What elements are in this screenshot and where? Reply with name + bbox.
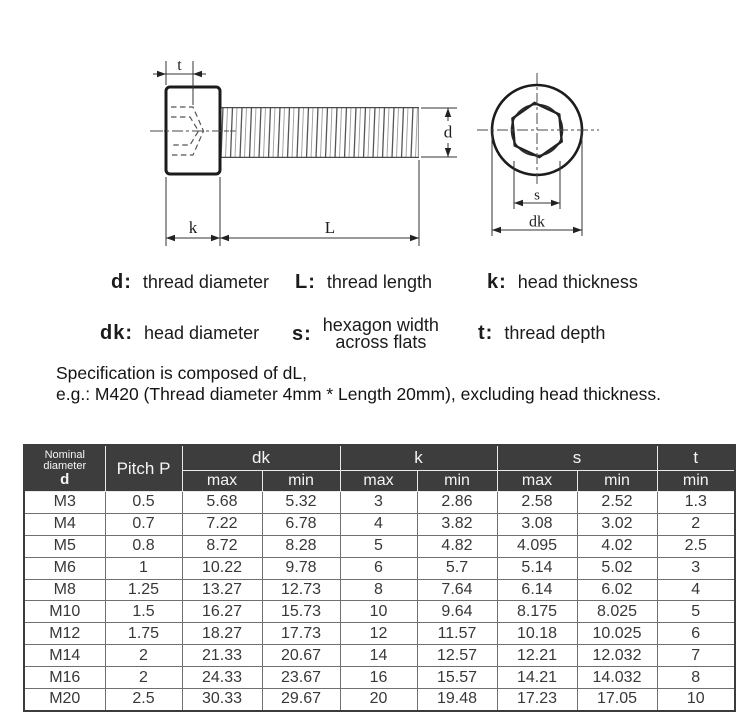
cell-value: 7.64 — [417, 579, 497, 601]
cell-value: 19.48 — [417, 689, 497, 711]
cell-value: 29.67 — [262, 689, 340, 711]
cell-value: 1 — [105, 557, 182, 579]
cell-value: 14 — [340, 645, 417, 667]
legend-symbol: s: — [292, 322, 312, 345]
legend-symbol: d: — [111, 271, 132, 293]
cell-value: 14.21 — [497, 667, 577, 689]
cell-value: 5.02 — [577, 557, 657, 579]
cell-value: 18.27 — [182, 623, 262, 645]
cell-value: 3.82 — [417, 513, 497, 535]
cell-value: 20.67 — [262, 645, 340, 667]
cell-value: 0.8 — [105, 535, 182, 557]
cell-value: 17.05 — [577, 689, 657, 711]
cell-value: 10 — [657, 689, 735, 711]
legend-item-s — [292, 317, 439, 351]
header-sub: max — [182, 471, 262, 492]
cell-value: 3.08 — [497, 513, 577, 535]
legend-desc: head diameter — [144, 323, 260, 343]
cell-value: 4.095 — [497, 535, 577, 557]
table-row — [24, 492, 735, 514]
cell-value: 2.86 — [417, 492, 497, 514]
cell-value: 1.75 — [105, 623, 182, 645]
header-nominal-diameter: Nominal diameter d — [24, 445, 105, 492]
cell-value: 14.032 — [577, 667, 657, 689]
cell-value: 17.73 — [262, 623, 340, 645]
cell-value: 8.28 — [262, 535, 340, 557]
cell-value: 0.5 — [105, 492, 182, 514]
cell-size: M8 — [24, 579, 105, 601]
legend-item-d — [111, 271, 269, 294]
header-group-s: s — [497, 445, 657, 471]
header-sub: min — [657, 471, 735, 492]
cell-value: 10.18 — [497, 623, 577, 645]
cell-value: 5.68 — [182, 492, 262, 514]
header-sub: max — [497, 471, 577, 492]
cell-value: 10.22 — [182, 557, 262, 579]
cell-value: 5.32 — [262, 492, 340, 514]
cell-value: 3.02 — [577, 513, 657, 535]
cell-value: 24.33 — [182, 667, 262, 689]
cell-value: 6 — [657, 623, 735, 645]
cell-value: 8.025 — [577, 601, 657, 623]
cell-value: 15.73 — [262, 601, 340, 623]
cell-value: 4 — [657, 579, 735, 601]
cell-value: 6 — [340, 557, 417, 579]
cell-value: 5 — [657, 601, 735, 623]
cell-value: 11.57 — [417, 623, 497, 645]
legend-symbol: k: — [487, 271, 507, 293]
legend-symbol: t: — [478, 322, 494, 344]
specification-note — [56, 363, 661, 404]
label-t: t — [177, 57, 182, 74]
cell-value: 23.67 — [262, 667, 340, 689]
table-row — [24, 535, 735, 557]
header-sub: min — [577, 471, 657, 492]
cell-value: 10 — [340, 601, 417, 623]
table-row — [24, 623, 735, 645]
cell-value: 8.175 — [497, 601, 577, 623]
table-row — [24, 579, 735, 601]
legend-desc: thread diameter — [142, 272, 269, 292]
cell-value: 3 — [340, 492, 417, 514]
screw-front-view — [477, 73, 599, 187]
cell-value: 12 — [340, 623, 417, 645]
cell-value: 4.02 — [577, 535, 657, 557]
cell-value: 21.33 — [182, 645, 262, 667]
header-pitch: Pitch P — [105, 445, 182, 492]
dimension-table — [23, 444, 736, 712]
header-group-dk: dk — [182, 445, 340, 471]
cell-value: 6.02 — [577, 579, 657, 601]
label-dk: dk — [529, 213, 545, 231]
cell-value: 2 — [657, 513, 735, 535]
cell-value: 8 — [657, 667, 735, 689]
cell-value: 3 — [657, 557, 735, 579]
cell-value: 2.5 — [105, 689, 182, 711]
legend-item-k — [487, 271, 638, 294]
header-group-k: k — [340, 445, 497, 471]
cell-value: 10.025 — [577, 623, 657, 645]
header-sub: min — [262, 471, 340, 492]
cell-value: 8.72 — [182, 535, 262, 557]
cell-value: 5 — [340, 535, 417, 557]
cell-value: 7.22 — [182, 513, 262, 535]
screw-technical-drawing — [0, 0, 747, 262]
legend-desc: hexagon width across flats — [322, 315, 439, 352]
cell-value: 17.23 — [497, 689, 577, 711]
cell-value: 12.57 — [417, 645, 497, 667]
cell-value: 9.78 — [262, 557, 340, 579]
cell-value: 6.14 — [497, 579, 577, 601]
table-row — [24, 689, 735, 711]
label-L: L — [324, 218, 336, 237]
note-line-2: e.g.: M420 (Thread diameter 4mm * Length 20mm), excluding head thickness. — [56, 383, 662, 404]
legend-item-dk — [100, 322, 259, 345]
cell-value: 15.57 — [417, 667, 497, 689]
legend-desc: head thickness — [517, 272, 638, 292]
cell-value: 1.25 — [105, 579, 182, 601]
cell-value: 8 — [340, 579, 417, 601]
cell-size: M4 — [24, 513, 105, 535]
cell-value: 1.5 — [105, 601, 182, 623]
cell-size: M16 — [24, 667, 105, 689]
cell-value: 9.64 — [417, 601, 497, 623]
cell-size: M12 — [24, 623, 105, 645]
cell-value: 2 — [105, 667, 182, 689]
cell-value: 6.78 — [262, 513, 340, 535]
cell-size: M5 — [24, 535, 105, 557]
cell-size: M3 — [24, 492, 105, 514]
cell-value: 2.5 — [657, 535, 735, 557]
table-row — [24, 513, 735, 535]
cell-value: 7 — [657, 645, 735, 667]
cell-value: 20 — [340, 689, 417, 711]
cell-value: 16 — [340, 667, 417, 689]
header-sub: min — [417, 471, 497, 492]
legend-desc: thread length — [326, 272, 432, 292]
cell-value: 4.82 — [417, 535, 497, 557]
legend-item-L — [295, 271, 432, 294]
cell-value: 5.7 — [417, 557, 497, 579]
table-row — [24, 645, 735, 667]
spec-table-body — [24, 492, 735, 711]
label-k: k — [188, 218, 198, 237]
cell-size: M6 — [24, 557, 105, 579]
table-row — [24, 601, 735, 623]
cell-value: 1.3 — [657, 492, 735, 514]
legend-symbol: dk: — [100, 322, 133, 344]
cell-value: 12.73 — [262, 579, 340, 601]
cell-value: 2 — [105, 645, 182, 667]
label-d: d — [443, 122, 453, 142]
screw-side-view — [150, 87, 419, 174]
cell-size: M20 — [24, 689, 105, 711]
legend-item-t — [478, 322, 605, 345]
header-sub: max — [340, 471, 417, 492]
table-row — [24, 557, 735, 579]
thread-shaft — [220, 107, 419, 158]
legend-desc: thread depth — [504, 323, 606, 343]
legend-symbol: L: — [295, 271, 316, 293]
cell-size: M14 — [24, 645, 105, 667]
cell-value: 12.21 — [497, 645, 577, 667]
cell-value: 30.33 — [182, 689, 262, 711]
cell-value: 0.7 — [105, 513, 182, 535]
table-row — [24, 667, 735, 689]
cell-value: 16.27 — [182, 601, 262, 623]
cell-value: 12.032 — [577, 645, 657, 667]
cell-value: 4 — [340, 513, 417, 535]
note-line-1: Specification is composed of dL, — [56, 363, 307, 383]
cell-value: 13.27 — [182, 579, 262, 601]
header-group-t: t — [657, 445, 735, 471]
cell-value: 5.14 — [497, 557, 577, 579]
label-s: s — [534, 187, 540, 204]
cell-value: 2.52 — [577, 492, 657, 514]
cell-size: M10 — [24, 601, 105, 623]
cell-value: 2.58 — [497, 492, 577, 514]
